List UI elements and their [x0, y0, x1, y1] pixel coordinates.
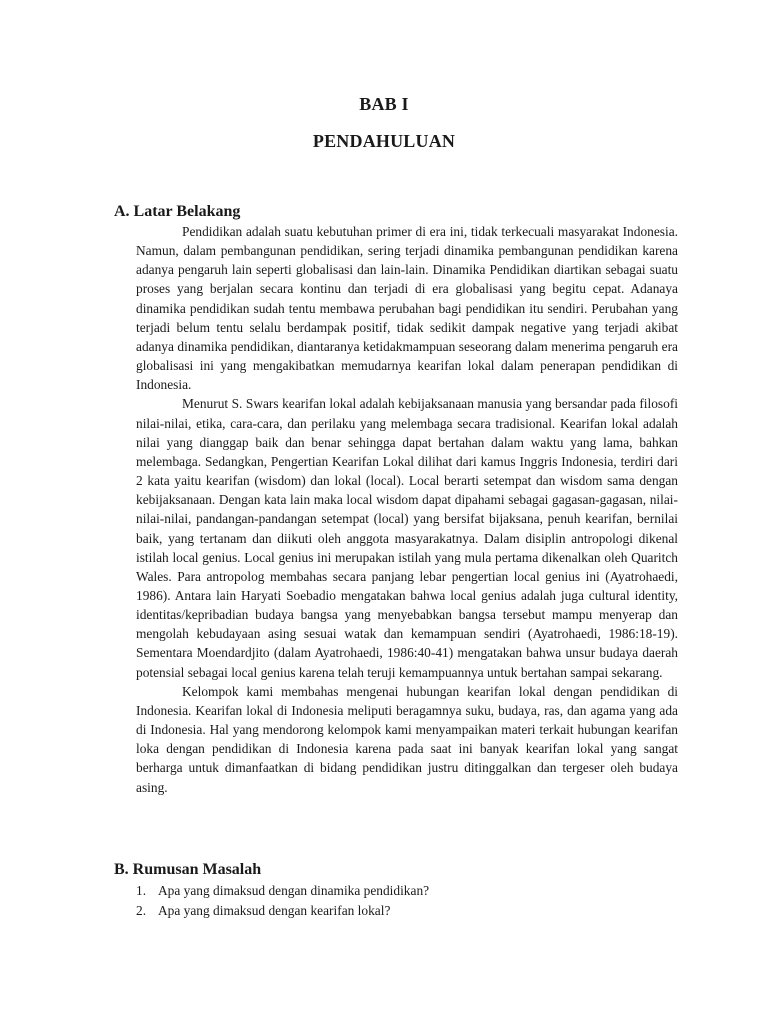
paragraph: Pendidikan adalah suatu kebutuhan primer di era ini, tidak terkecuali masyarakat Indonesia. Namun, dalam pembangunan pendidikan, sering terjadi dinamika pembangunan pendidikan karena adanya pengaruh lain seperti globalisasi dan lain-lain. Dinamika Pendidikan diartikan sebagai suatu proses yang berjalan secara kontinu dan terjadi di era globalisasi yang begitu cepat. Adanaya dinamika pendidikan sudah tentu membawa perubahan bagi pendidikan itu sendiri. Perubahan yang terjadi belum tentu selalu berdampak positif, tidak sedikit dampak negative yang terjadi akibat adanya dinamika pendidikan, diantaranya ketidakmampuan seseorang dalam menerima pengaruh era globalisasi ini yang mengakibatkan memudarnya kearifan lokal dalam penerapan pendidikan di Indonesia. [136, 224, 678, 393]
paragraph: Menurut S. Swars kearifan lokal adalah kebijaksanaan manusia yang bersandar pada filosofi nilai-nilai, etika, cara-cara, dan perilaku yang melembaga secara tradisional. Kearifan lokal adalah nilai yang dianggap baik dan benar sehingga dapat bertahan dalam waktu yang lama, bahkan melembaga. Sedangkan, Pengertian Kearifan Lokal dilihat dari kamus Inggris Indonesia, terdiri dari 2 kata yaitu kearifan (wisdom) dan lokal (local). Local berarti setempat dan wisdom sama dengan kebijaksanaan. Dengan kata lain maka local wisdom dapat dipahami sebagai gagasan-gagasan, nilai-nilai-nilai, pandangan-pandangan setempat (local) yang bersifat bijaksana, penuh kearifan, bernilai baik, yang tertanam dan diikuti oleh anggota masyarakatnya. Dalam disiplin antropologi dikenal istilah local genius. Local genius ini merupakan istilah yang mula pertama dikenalkan oleh Quaritch Wales. Para antropolog membahas secara panjang lebar pengertian local genius ini (Ayatrohaedi, 1986). Antara lain Haryati Soebadio mengatakan bahwa local genius adalah juga cultural identity, identitas/kepribadian budaya bangsa yang menyebabkan bangsa tersebut mampu menyerap dan mengolah kebudayaan asing sesuai watak dan kemampuan sendiri (Ayatrohaedi, 1986:18-19). Sementara Moendardjito (dalam Ayatrohaedi, 1986:40-41) mengatakan bahwa unsur budaya daerah potensial sebagai local genius karena telah teruji kemampuannya untuk bertahan sampai sekarang. [136, 396, 678, 680]
list-item-number: 2. [136, 902, 147, 918]
chapter-title: PENDAHULUAN [312, 131, 456, 151]
chapter-number: BAB I [359, 94, 409, 114]
section-heading-latar-belakang: A. Latar Belakang [114, 203, 241, 220]
paragraph: Kelompok kami membahas mengenai hubungan kearifan lokal dengan pendidikan di Indonesia. Kearifan lokal di Indonesia meliputi beragamnya suku, budaya, ras, dan agama yang ada di Indonesia. Hal yang mendorong kelompok kami menyampaikan materi terkait hubungan kearifan loka dengan pendidikan di Indonesia karena pada saat ini banyak kearifan lokal yang sangat berharga untuk dimanfaatkan di bidang pendidikan justru ditinggalkan dan tergeser oleh budaya asing. [136, 683, 678, 795]
rumusan-masalah-list [136, 881, 429, 920]
latar-belakang-body [136, 222, 678, 797]
list-item-number: 1. [136, 883, 147, 898]
list-item [136, 881, 429, 901]
list-item-text: Apa yang dimaksud dengan kearifan lokal? [158, 902, 391, 918]
list-item [136, 901, 429, 921]
section-heading-rumusan-masalah: B. Rumusan Masalah [114, 861, 262, 878]
list-item-text: Apa yang dimaksud dengan dinamika pendidikan? [158, 883, 430, 898]
